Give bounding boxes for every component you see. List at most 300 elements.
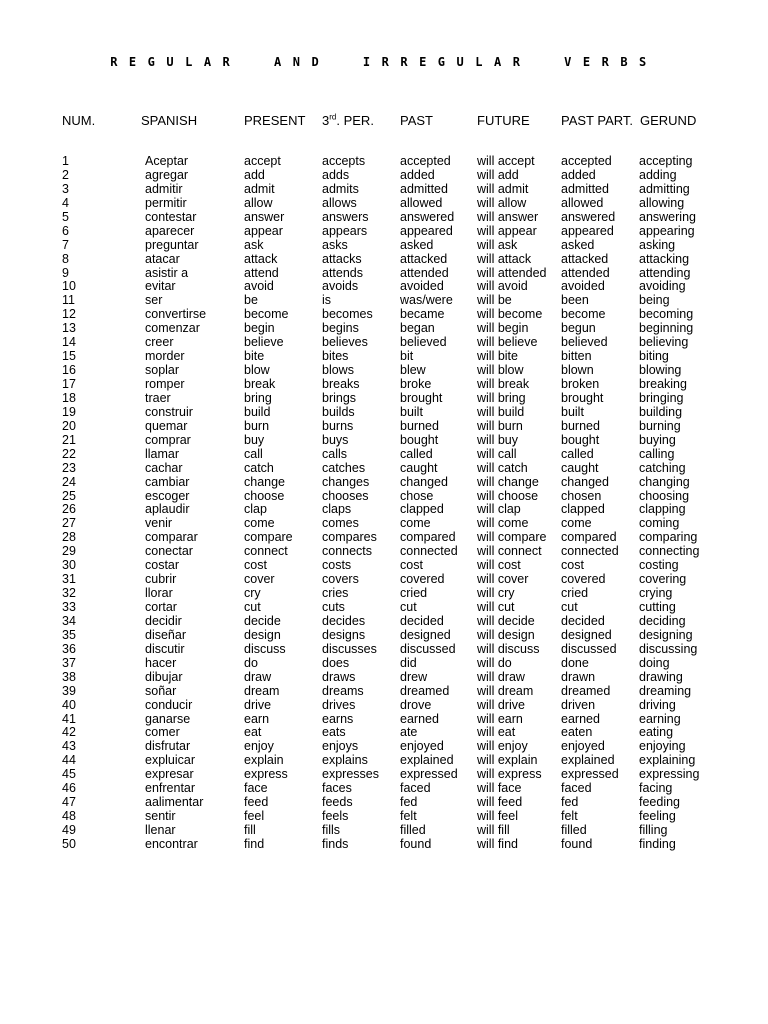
cell-past: asked	[400, 237, 434, 252]
cell-gerund: adding	[639, 167, 677, 182]
cell-future: will cut	[477, 600, 515, 614]
cell-past: admitted	[400, 181, 448, 196]
cell-gerund: catching	[639, 460, 686, 475]
cell-spanish: Aceptar	[145, 154, 189, 168]
cell-past: became	[400, 307, 445, 322]
cell-present: find	[244, 836, 265, 851]
cell-present: compare	[244, 530, 293, 545]
cell-gerund: attending	[639, 265, 691, 280]
cell-past-participle: brought	[561, 390, 604, 405]
table-row	[0, 601, 768, 615]
cell-third-person: designs	[322, 627, 366, 642]
cell-third-person: decides	[322, 613, 366, 628]
cell-gerund: comparing	[639, 530, 698, 545]
cell-gerund: connecting	[639, 544, 700, 559]
cell-present: believe	[244, 335, 284, 350]
cell-third-person: breaks	[322, 377, 360, 391]
cell-num: 13	[62, 321, 76, 336]
cell-gerund: covering	[639, 572, 687, 587]
cell-gerund: buying	[639, 432, 676, 447]
cell-third-person: appears	[322, 223, 368, 238]
cell-present: burn	[244, 418, 270, 433]
cell-third-person: discusses	[322, 641, 377, 656]
cell-spanish: permitir	[145, 195, 187, 210]
cell-third-person: is	[322, 293, 332, 308]
cell-past-participle: begun	[561, 321, 596, 336]
cell-past-participle: drawn	[561, 669, 596, 684]
cell-third-person: changes	[322, 474, 370, 489]
cell-present: become	[244, 307, 289, 322]
cell-third-person: feeds	[322, 795, 353, 810]
cell-spanish: expresar	[145, 767, 194, 782]
cell-third-person: explains	[322, 753, 368, 768]
cell-future: will break	[477, 377, 530, 391]
cell-past: discussed	[400, 641, 456, 656]
cell-past-participle: covered	[561, 572, 606, 587]
cell-third-person: fills	[322, 823, 341, 837]
cell-spanish: enfrentar	[145, 781, 196, 796]
cell-num: 40	[62, 697, 76, 712]
cell-spanish: aalimentar	[145, 795, 204, 810]
cell-present: fill	[244, 823, 256, 837]
cell-past: earned	[400, 711, 439, 726]
cell-past-participle: cost	[561, 558, 584, 573]
cell-num: 45	[62, 767, 76, 782]
cell-num: 25	[62, 488, 76, 503]
cell-past: come	[400, 516, 431, 531]
cell-num: 16	[62, 363, 76, 378]
cell-spanish: convertirse	[145, 307, 207, 322]
cell-num: 22	[62, 446, 76, 461]
cell-future: will add	[477, 167, 519, 182]
cell-past-participle: appeared	[561, 223, 614, 238]
cell-past: burned	[400, 418, 439, 433]
cell-spanish: conducir	[145, 697, 193, 712]
cell-num: 47	[62, 795, 76, 810]
table-row	[0, 322, 768, 336]
cell-future: will build	[477, 404, 525, 419]
cell-past-participle: been	[561, 293, 589, 308]
cell-spanish: ganarse	[145, 711, 191, 726]
cell-gerund: coming	[639, 516, 680, 531]
cell-third-person: adds	[322, 167, 350, 182]
cell-spanish: morder	[145, 349, 185, 364]
cell-present: feel	[244, 809, 265, 824]
cell-future: will be	[477, 293, 512, 308]
cell-future: will blow	[477, 363, 524, 378]
cell-future: will burn	[477, 418, 523, 433]
cell-third-person: attacks	[322, 251, 362, 266]
cell-num: 26	[62, 502, 76, 517]
cell-past-participle: come	[561, 516, 592, 531]
cell-num: 31	[62, 572, 76, 587]
cell-past: changed	[400, 474, 448, 489]
cell-num: 37	[62, 655, 76, 670]
table-row	[0, 782, 768, 796]
cell-spanish: cachar	[145, 460, 183, 475]
table-row	[0, 545, 768, 559]
cell-past-participle: driven	[561, 697, 596, 712]
cell-past: dreamed	[400, 683, 450, 698]
cell-past-participle: found	[561, 836, 593, 851]
header-spanish: SPANISH	[141, 113, 198, 128]
cell-past-participle: become	[561, 307, 606, 322]
cell-past-participle: avoided	[561, 279, 605, 294]
cell-future: will enjoy	[477, 739, 528, 754]
cell-present: do	[244, 655, 258, 670]
cell-num: 50	[62, 836, 76, 851]
cell-present: avoid	[244, 279, 274, 294]
cell-spanish: atacar	[145, 251, 180, 266]
cell-past: bit	[400, 349, 414, 364]
cell-num: 23	[62, 460, 76, 475]
cell-third-person: answers	[322, 209, 369, 224]
cell-third-person: becomes	[322, 307, 373, 322]
cell-past: answered	[400, 209, 455, 224]
cell-third-person: covers	[322, 572, 359, 587]
cell-past: broke	[400, 377, 432, 391]
cell-past-participle: built	[561, 404, 584, 419]
cell-future: will begin	[477, 321, 529, 336]
table-row	[0, 434, 768, 448]
cell-present: begin	[244, 321, 275, 336]
cell-past-participle: blown	[561, 363, 594, 378]
cell-gerund: filling	[639, 823, 668, 837]
cell-spanish: contestar	[145, 209, 197, 224]
cell-past: found	[400, 836, 432, 851]
table-row	[0, 531, 768, 545]
cell-past: designed	[400, 627, 451, 642]
cell-past: built	[400, 404, 423, 419]
cell-third-person: compares	[322, 530, 377, 545]
cell-present: bite	[244, 349, 265, 364]
table-row	[0, 350, 768, 364]
cell-num: 4	[62, 195, 69, 210]
table-row	[0, 587, 768, 601]
cell-gerund: being	[639, 293, 670, 308]
cell-spanish: discutir	[145, 641, 185, 656]
table-row	[0, 225, 768, 239]
cell-third-person: asks	[322, 237, 348, 252]
cell-spanish: cortar	[145, 600, 177, 614]
cell-third-person: dreams	[322, 683, 364, 698]
cell-gerund: choosing	[639, 488, 690, 503]
cell-num: 46	[62, 781, 76, 796]
cell-past: fed	[400, 795, 418, 810]
cell-past: caught	[400, 460, 438, 475]
cell-spanish: expluicar	[145, 753, 196, 768]
cell-num: 39	[62, 683, 76, 698]
cell-spanish: comprar	[145, 432, 191, 447]
cell-num: 5	[62, 209, 69, 224]
cell-future: will admit	[477, 181, 529, 196]
cell-past-participle: caught	[561, 460, 599, 475]
cell-spanish: soplar	[145, 363, 180, 378]
cell-third-person: begins	[322, 321, 359, 336]
cell-past: blew	[400, 363, 426, 378]
cell-gerund: dreaming	[639, 683, 692, 698]
cell-past-participle: designed	[561, 627, 612, 642]
cell-gerund: designing	[639, 627, 693, 642]
cell-gerund: attacking	[639, 251, 690, 266]
cell-present: connect	[244, 544, 288, 559]
cell-num: 38	[62, 669, 76, 684]
cell-future: will eat	[477, 725, 516, 740]
cell-past: enjoyed	[400, 739, 444, 754]
cell-third-person: connects	[322, 544, 373, 559]
table-row	[0, 699, 768, 713]
cell-spanish: encontrar	[145, 836, 198, 851]
cell-spanish: construir	[145, 404, 193, 419]
cell-present: catch	[244, 460, 274, 475]
cell-third-person: expresses	[322, 767, 379, 782]
cell-past: allowed	[400, 195, 443, 210]
cell-future: will become	[477, 307, 543, 322]
cell-past-participle: believed	[561, 335, 608, 350]
cell-past-participle: filled	[561, 823, 587, 837]
cell-third-person: eats	[322, 725, 346, 740]
cell-present: blow	[244, 363, 270, 378]
cell-past: expressed	[400, 767, 458, 782]
header-gerund: GERUND	[640, 113, 697, 128]
cell-present: ask	[244, 237, 264, 252]
table-row	[0, 490, 768, 504]
table-row	[0, 448, 768, 462]
cell-present: dream	[244, 683, 280, 698]
cell-future: will appear	[477, 223, 537, 238]
cell-future: will discuss	[477, 641, 540, 656]
cell-gerund: appearing	[639, 223, 695, 238]
cell-present: express	[244, 767, 288, 782]
cell-gerund: finding	[639, 836, 676, 851]
cell-num: 35	[62, 627, 76, 642]
cell-past-participle: connected	[561, 544, 619, 559]
cell-future: will catch	[477, 460, 528, 475]
table-row	[0, 713, 768, 727]
cell-future: will face	[477, 781, 522, 796]
cell-past-participle: bitten	[561, 349, 592, 364]
cell-present: draw	[244, 669, 272, 684]
cell-num: 8	[62, 251, 69, 266]
cell-past-participle: added	[561, 167, 596, 182]
cell-present: clap	[244, 502, 267, 517]
cell-spanish: agregar	[145, 167, 189, 182]
cell-past-participle: clapped	[561, 502, 605, 517]
cell-gerund: expressing	[639, 767, 700, 782]
cell-third-person: claps	[322, 502, 352, 517]
cell-gerund: clapping	[639, 502, 686, 517]
cell-gerund: avoiding	[639, 279, 686, 294]
cell-past-participle: allowed	[561, 195, 604, 210]
cell-past: connected	[400, 544, 458, 559]
cell-third-person: enjoys	[322, 739, 359, 754]
table-row	[0, 615, 768, 629]
table-row	[0, 183, 768, 197]
cell-future: will fill	[477, 823, 510, 837]
cell-past: drove	[400, 697, 432, 712]
cell-present: attack	[244, 251, 278, 266]
cell-present: change	[244, 474, 286, 489]
cell-gerund: earning	[639, 711, 681, 726]
cell-present: eat	[244, 725, 262, 740]
cell-future: will bite	[477, 349, 518, 364]
cell-spanish: comenzar	[145, 321, 200, 336]
header-third-person	[322, 113, 374, 128]
table-row	[0, 211, 768, 225]
cell-num: 27	[62, 516, 76, 531]
cell-past-participle: cut	[561, 600, 578, 614]
cell-past-participle: explained	[561, 753, 615, 768]
table-row	[0, 294, 768, 308]
cell-present: call	[244, 446, 263, 461]
cell-gerund: believing	[639, 335, 689, 350]
cell-past: did	[400, 655, 417, 670]
table-row	[0, 657, 768, 671]
table-row	[0, 629, 768, 643]
cell-past-participle: eaten	[561, 725, 593, 740]
cell-third-person: believes	[322, 335, 368, 350]
cell-spanish: costar	[145, 558, 180, 573]
cell-past-participle: dreamed	[561, 683, 611, 698]
cell-num: 30	[62, 558, 76, 573]
cell-num: 1	[62, 154, 69, 168]
cell-present: attend	[244, 265, 279, 280]
cell-present: discuss	[244, 641, 286, 656]
cell-spanish: quemar	[145, 418, 188, 433]
cell-gerund: feeding	[639, 795, 681, 810]
cell-past-participle: decided	[561, 613, 605, 628]
table-row	[0, 573, 768, 587]
cell-num: 33	[62, 600, 76, 614]
cell-num: 15	[62, 349, 76, 364]
cell-past: was/were	[400, 293, 453, 308]
cell-third-person: attends	[322, 265, 364, 280]
cell-past-participle: accepted	[561, 154, 612, 168]
header-past-participle: PAST PART.	[561, 113, 634, 128]
cell-third-person: catches	[322, 460, 366, 475]
cell-third-person: does	[322, 655, 350, 670]
cell-gerund: answering	[639, 209, 696, 224]
cell-num: 24	[62, 474, 76, 489]
cell-third-person: costs	[322, 558, 352, 573]
cell-num: 42	[62, 725, 76, 740]
cell-num: 49	[62, 823, 76, 837]
cell-past-participle: bought	[561, 432, 600, 447]
cell-third-person: chooses	[322, 488, 369, 503]
cell-gerund: accepting	[639, 154, 693, 168]
cell-num: 2	[62, 167, 69, 182]
cell-future: will answer	[477, 209, 539, 224]
cell-future: will feel	[477, 809, 518, 824]
cell-future: will do	[477, 655, 512, 670]
cell-gerund: eating	[639, 725, 674, 740]
cell-num: 44	[62, 753, 76, 768]
table-row	[0, 685, 768, 699]
cell-past: appeared	[400, 223, 453, 238]
cell-past-participle: chosen	[561, 488, 602, 503]
cell-gerund: calling	[639, 446, 675, 461]
cell-present: earn	[244, 711, 270, 726]
cell-past-participle: changed	[561, 474, 609, 489]
cell-present: answer	[244, 209, 285, 224]
cell-past: cut	[400, 600, 417, 614]
cell-past-participle: attended	[561, 265, 610, 280]
cell-num: 3	[62, 181, 69, 196]
cell-past: cried	[400, 586, 428, 601]
table-row	[0, 364, 768, 378]
cell-third-person: buys	[322, 432, 349, 447]
cell-third-person: cries	[322, 586, 349, 601]
table-row	[0, 169, 768, 183]
cell-third-person: admits	[322, 181, 359, 196]
table-row	[0, 810, 768, 824]
cell-future: will express	[477, 767, 542, 782]
header-third-rest: . PER.	[336, 113, 374, 128]
cell-future: will connect	[477, 544, 542, 559]
cell-future: will attended	[477, 265, 547, 280]
cell-past-participle: answered	[561, 209, 616, 224]
table-row	[0, 476, 768, 490]
cell-present: cost	[244, 558, 267, 573]
cell-gerund: costing	[639, 558, 679, 573]
cell-third-person: accepts	[322, 154, 366, 168]
cell-gerund: admitting	[639, 181, 690, 196]
page-title: REGULAR AND IRREGULAR VERBS	[110, 55, 658, 69]
cell-present: decide	[244, 613, 281, 628]
cell-third-person: builds	[322, 404, 355, 419]
cell-spanish: llamar	[145, 446, 180, 461]
cell-num: 28	[62, 530, 76, 545]
cell-past-participle: enjoyed	[561, 739, 605, 754]
cell-third-person: calls	[322, 446, 348, 461]
cell-present: come	[244, 516, 275, 531]
cell-future: will bring	[477, 390, 526, 405]
cell-present: drive	[244, 697, 272, 712]
table-row	[0, 280, 768, 294]
cell-spanish: comparar	[145, 530, 198, 545]
cell-present: feed	[244, 795, 269, 810]
cell-spanish: llenar	[145, 823, 176, 837]
table-row	[0, 740, 768, 754]
cell-past: explained	[400, 753, 454, 768]
cell-num: 29	[62, 544, 76, 559]
cell-future: will find	[477, 836, 518, 851]
cell-spanish: dibujar	[145, 669, 183, 684]
cell-gerund: feeling	[639, 809, 676, 824]
cell-third-person: feels	[322, 809, 349, 824]
cell-future: will change	[477, 474, 539, 489]
cell-future: will accept	[477, 154, 535, 168]
cell-num: 17	[62, 377, 76, 391]
cell-gerund: discussing	[639, 641, 698, 656]
table-row	[0, 503, 768, 517]
cell-present: cover	[244, 572, 275, 587]
cell-num: 41	[62, 711, 76, 726]
table-row	[0, 643, 768, 657]
cell-past: accepted	[400, 154, 451, 168]
cell-third-person: comes	[322, 516, 359, 531]
cell-third-person: finds	[322, 836, 349, 851]
cell-past: felt	[400, 809, 417, 824]
cell-future: will ask	[477, 237, 518, 252]
cell-past: believed	[400, 335, 447, 350]
cell-spanish: ser	[145, 293, 163, 308]
cell-spanish: aplaudir	[145, 502, 190, 517]
cell-future: will dream	[477, 683, 534, 698]
cell-present: break	[244, 377, 276, 391]
cell-future: will design	[477, 627, 535, 642]
table-row	[0, 754, 768, 768]
